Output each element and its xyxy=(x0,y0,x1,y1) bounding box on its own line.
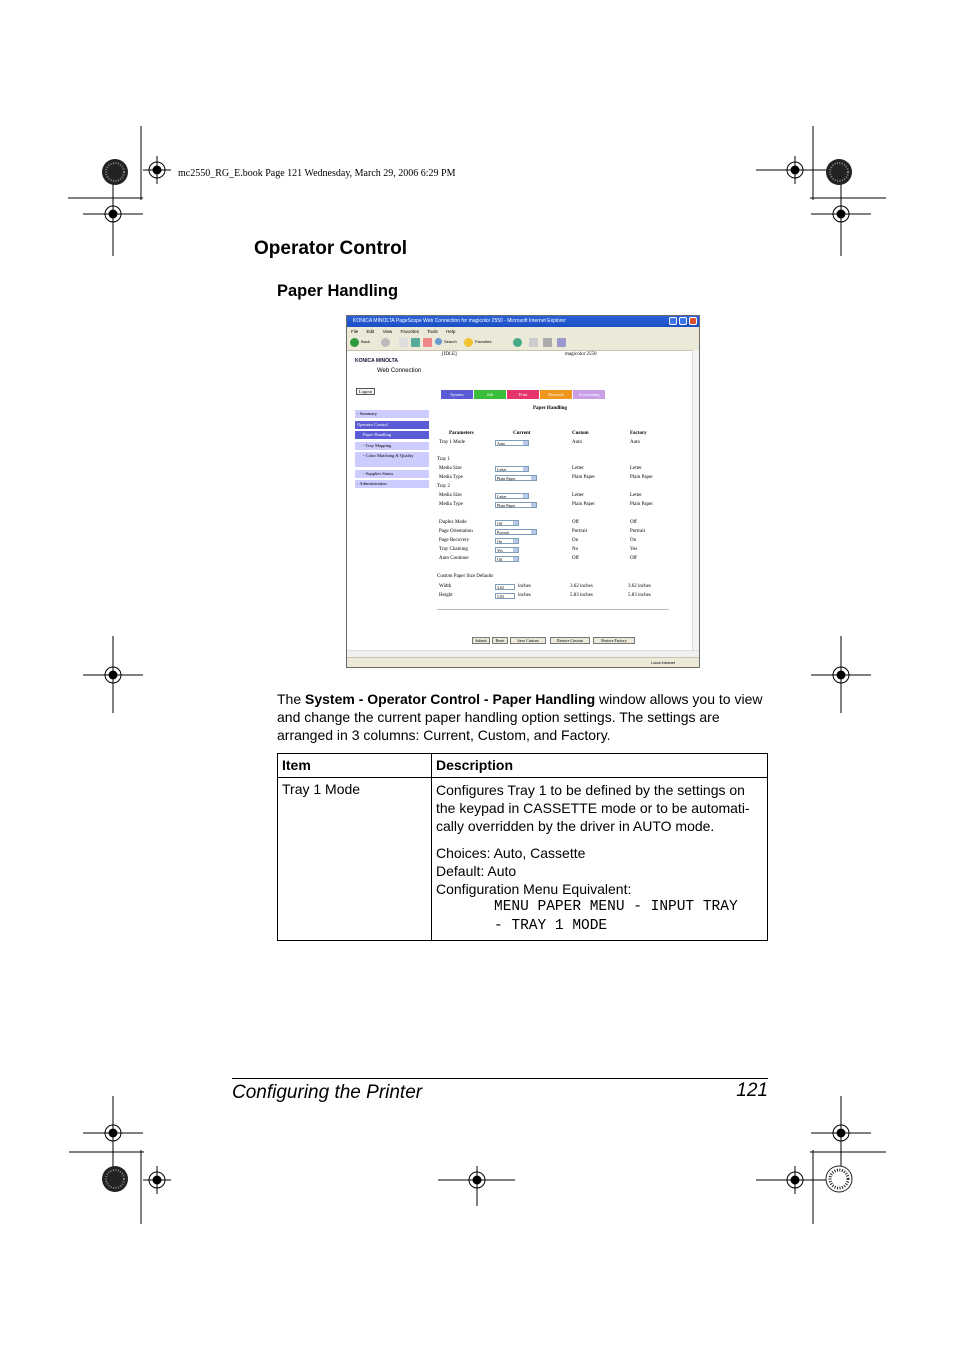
setting-current-value: On xyxy=(497,539,502,544)
search-icon[interactable] xyxy=(435,338,442,345)
menu-bar xyxy=(347,327,699,336)
col-current: Current xyxy=(513,431,531,436)
intro-prefix: The xyxy=(277,691,306,707)
setting-custom-value: No xyxy=(572,547,579,552)
reset-button[interactable]: Reset xyxy=(492,637,508,644)
setting-select[interactable] xyxy=(495,493,529,499)
setting-factory-value: Portrait xyxy=(630,529,645,534)
setting-current-value: Off xyxy=(497,557,503,562)
setting-current-value: Portrait xyxy=(497,530,509,535)
menu-help[interactable]: Help xyxy=(446,329,456,334)
nav-summary[interactable]: - Summary xyxy=(355,410,429,418)
setting-factory-value: Auto xyxy=(630,440,640,445)
print-icon[interactable] xyxy=(543,338,552,347)
menu-tools[interactable]: Tools xyxy=(427,329,438,334)
nav-tray-mapping[interactable]: - Tray Mapping xyxy=(355,442,429,450)
setting-select[interactable] xyxy=(495,520,519,526)
favorites-button-label[interactable]: Favorites xyxy=(475,339,492,344)
search-button-label[interactable]: Search xyxy=(444,339,457,344)
setting-select[interactable] xyxy=(495,466,529,472)
maximize-icon[interactable] xyxy=(679,317,687,325)
setting-current-value: Auto xyxy=(497,441,505,446)
setting-custom-value: Auto xyxy=(572,440,582,445)
setting-select[interactable] xyxy=(495,547,519,553)
setting-label: Media Type xyxy=(439,475,463,480)
setting-select[interactable] xyxy=(495,440,529,446)
page-number: 121 xyxy=(736,1080,768,1101)
width-input[interactable]: 3.62 xyxy=(495,584,515,590)
width-custom: 3.62 inches xyxy=(570,584,593,589)
nav-paper-handling[interactable]: Paper Handling xyxy=(355,431,429,439)
col-factory: Factory xyxy=(630,431,647,436)
setting-label: Tray Chaining xyxy=(439,547,468,552)
height-factory: 5.83 inches xyxy=(628,593,651,598)
setting-custom-value: Plain Paper xyxy=(572,475,595,480)
col-parameters: Parameters xyxy=(449,431,474,436)
divider xyxy=(437,609,669,610)
edit-icon[interactable] xyxy=(557,338,566,347)
height-custom: 5.83 inches xyxy=(570,593,593,598)
chevron-down-icon[interactable] xyxy=(523,494,528,498)
subsection-title: Paper Handling xyxy=(277,282,399,300)
back-icon[interactable] xyxy=(350,338,359,347)
mail-icon[interactable] xyxy=(529,338,538,347)
minimize-icon[interactable] xyxy=(669,317,677,325)
menu-file[interactable]: File xyxy=(351,329,359,334)
chevron-down-icon[interactable] xyxy=(531,476,536,480)
chevron-down-icon[interactable] xyxy=(513,548,518,552)
width-label: Width xyxy=(439,584,452,589)
setting-current-value: Letter xyxy=(497,467,507,472)
menu-view[interactable]: View xyxy=(382,329,393,334)
menu-favorites[interactable]: Favorites xyxy=(400,329,420,334)
height-input[interactable]: 5.83 xyxy=(495,593,515,599)
setting-factory-value: Off xyxy=(630,520,637,525)
chevron-down-icon[interactable] xyxy=(513,539,518,543)
height-unit: inches xyxy=(518,593,531,598)
col-custom: Custom xyxy=(572,431,589,436)
setting-select[interactable] xyxy=(495,502,537,508)
setting-label: Tray 2 xyxy=(437,484,451,489)
setting-factory-value: Off xyxy=(630,556,637,561)
header-description: Description xyxy=(432,754,768,778)
default-text: Default: Auto xyxy=(436,863,517,879)
setting-label: Tray 1 Mode xyxy=(439,440,465,445)
menu-equivalent-label: Configuration Menu Equivalent: xyxy=(436,881,632,897)
tab-accounting[interactable]: Accounting xyxy=(573,390,605,399)
page-heading: Paper Handling xyxy=(533,406,567,411)
setting-factory-value: On xyxy=(630,538,637,543)
submit-button[interactable]: Submit xyxy=(472,637,490,644)
menu-path-line2: - TRAY 1 MODE xyxy=(494,918,608,934)
model-name: magicolor 2550 xyxy=(565,352,597,357)
setting-select[interactable] xyxy=(495,529,537,535)
logout-button[interactable]: Logout xyxy=(356,388,375,395)
browser-toolbar xyxy=(347,336,699,351)
setting-factory-value: Plain Paper xyxy=(630,502,653,507)
setting-current-value: Plain Paper xyxy=(497,476,516,481)
row-item: Tray 1 Mode xyxy=(278,778,432,941)
restore-custom-button[interactable]: Restore Custom xyxy=(550,637,590,644)
setting-current-value: Off xyxy=(497,521,503,526)
setting-label: Duplex Mode xyxy=(439,520,467,525)
menu-edit[interactable]: Edit xyxy=(366,329,375,334)
window-title: KONICA MINOLTA PageScope Web Connection for magicolor 2550 - Microsoft Internet Explorer xyxy=(353,318,566,324)
tab-print[interactable]: Print xyxy=(507,390,539,399)
footer-title: Configuring the Printer xyxy=(232,1082,423,1103)
zone-label: Local intranet xyxy=(650,660,675,665)
chevron-down-icon[interactable] xyxy=(513,521,518,525)
vertical-scrollbar[interactable] xyxy=(692,350,699,652)
setting-select[interactable] xyxy=(495,475,537,481)
setting-factory-value: Letter xyxy=(630,493,642,498)
setting-current-value: Letter xyxy=(497,494,507,499)
refresh-icon[interactable] xyxy=(411,338,420,347)
table-row xyxy=(278,778,768,941)
restore-factory-button[interactable]: Restore Factory xyxy=(593,637,635,644)
setting-label: Page Orientation xyxy=(439,529,473,534)
setting-factory-value: Plain Paper xyxy=(630,475,653,480)
setting-label: Media Type xyxy=(439,502,463,507)
history-icon[interactable] xyxy=(513,338,522,347)
nav-supplies-status[interactable]: - Supplies Status xyxy=(355,470,429,478)
height-label: Height xyxy=(439,593,453,598)
tab-job[interactable]: Job xyxy=(474,390,506,399)
close-icon[interactable] xyxy=(689,317,697,325)
choices-text: Choices: Auto, Cassette xyxy=(436,845,586,861)
forward-icon[interactable] xyxy=(381,338,390,347)
menu-path-line1: MENU PAPER MENU - INPUT TRAY xyxy=(494,899,738,915)
setting-custom-value: Letter xyxy=(572,466,584,471)
save-custom-button[interactable]: Save Custom xyxy=(510,637,546,644)
setting-custom-value: On xyxy=(572,538,579,543)
section-title: Operator Control xyxy=(254,238,408,259)
width-unit: inches xyxy=(518,584,531,589)
print-header-note: mc2550_RG_E.book Page 121 Wednesday, March 29, 2006 6:29 PM xyxy=(178,168,456,179)
setting-current-value: Yes xyxy=(497,548,503,553)
brand-logo: KONICA MINOLTA xyxy=(355,358,398,364)
description-table xyxy=(277,753,768,941)
nav-color-matching[interactable]: - Color Matching & Quality xyxy=(355,452,429,467)
nav-operator-control[interactable]: Operator Control xyxy=(355,421,429,429)
setting-label: Page Recovery xyxy=(439,538,470,543)
header-item: Item xyxy=(278,754,432,778)
setting-label: Auto Continue xyxy=(439,556,469,561)
tab-network[interactable]: Network xyxy=(540,390,572,399)
row-description xyxy=(432,778,768,941)
footer-rule xyxy=(232,1078,768,1079)
status-bar xyxy=(347,657,699,667)
width-factory: 3.62 inches xyxy=(628,584,651,589)
chevron-down-icon[interactable] xyxy=(531,503,536,507)
chevron-down-icon[interactable] xyxy=(523,441,528,445)
setting-custom-value: Plain Paper xyxy=(572,502,595,507)
custom-size-label: Custom Paper Size Defaults xyxy=(437,574,494,579)
setting-custom-value: Off xyxy=(572,520,579,525)
favorites-icon[interactable] xyxy=(464,338,473,347)
back-button-label[interactable]: Back xyxy=(361,339,370,344)
setting-label: Tray 1 xyxy=(437,457,451,462)
setting-current-value: Plain Paper xyxy=(497,503,516,508)
setting-select[interactable] xyxy=(495,556,519,562)
setting-custom-value: Off xyxy=(572,556,579,561)
chevron-down-icon[interactable] xyxy=(513,557,518,561)
setting-factory-value: Letter xyxy=(630,466,642,471)
home-icon[interactable] xyxy=(423,338,432,347)
setting-custom-value: Letter xyxy=(572,493,584,498)
intro-paragraph xyxy=(277,690,769,744)
setting-label: Media Size xyxy=(439,493,462,498)
stop-icon[interactable] xyxy=(399,338,408,347)
chevron-down-icon[interactable] xyxy=(531,530,536,534)
table-header-row xyxy=(278,754,768,778)
setting-factory-value: Yes xyxy=(630,547,638,552)
nav-administration[interactable]: - Administration xyxy=(355,480,429,488)
setting-custom-value: Portrait xyxy=(572,529,587,534)
setting-label: Media Size xyxy=(439,466,462,471)
product-name: Web Connection xyxy=(377,368,422,374)
intro-bold: System - Operator Control - Paper Handling xyxy=(305,691,596,707)
status-tag: [IDLE] xyxy=(442,352,457,357)
window-titlebar xyxy=(347,316,699,327)
setting-select[interactable] xyxy=(495,538,519,544)
browser-screenshot xyxy=(346,315,700,668)
chevron-down-icon[interactable] xyxy=(523,467,528,471)
intro-suffix: window allows you to view and change the current paper handling option settings. The settings are arranged in 3 columns: Current, Custom, and Factory. xyxy=(277,691,763,743)
tab-system[interactable]: System xyxy=(441,390,473,399)
description-text: Configures Tray 1 to be defined by the settings on the keypad in CASSETTE mode or to be automati-cally overridden by the driver in AUTO mode. xyxy=(436,782,750,834)
